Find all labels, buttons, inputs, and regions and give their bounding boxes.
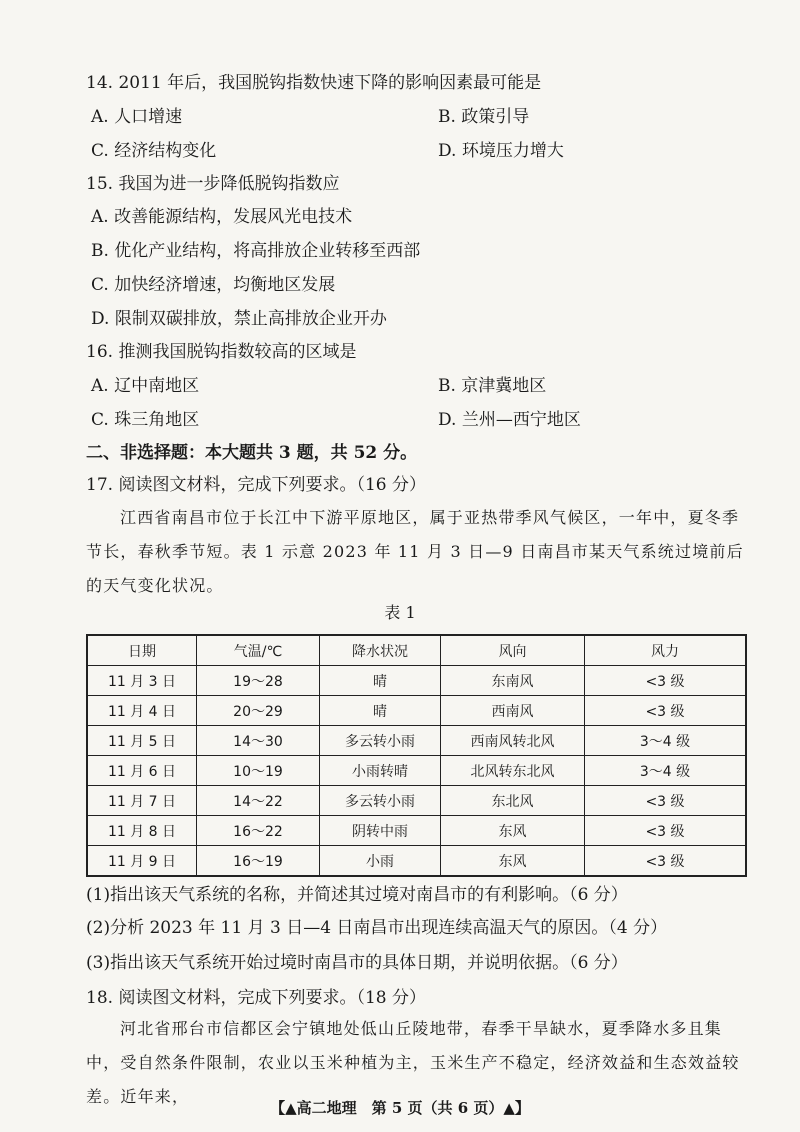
q15-option-d: D. 限制双碳排放，禁止高排放企业开办 — [91, 309, 387, 329]
q18-stem: 18. 阅读图文材料，完成下列要求。（18 分） — [86, 988, 426, 1008]
q14-option-a: A. 人口增速 — [91, 107, 183, 127]
q15-option-c: C. 加快经济增速，均衡地区发展 — [91, 275, 336, 295]
q17-subquestion-1: (1)指出该天气系统的名称，并简述其过境对南昌市的有利影响。（6 分） — [86, 885, 628, 905]
q14-option-b: B. 政策引导 — [438, 107, 530, 127]
cell-temp: 10～19 — [197, 756, 320, 786]
cell-wind-force: <3 级 — [585, 846, 747, 877]
q14-stem: 14. 2011 年后，我国脱钩指数快速下降的影响因素最可能是 — [86, 73, 542, 93]
cell-date: 11 月 6 日 — [87, 756, 197, 786]
cell-precip: 多云转小雨 — [320, 786, 441, 816]
col-header-temp: 气温/℃ — [197, 635, 320, 666]
q16-stem: 16. 推测我国脱钩指数较高的区域是 — [86, 342, 357, 362]
section-heading: 二、非选择题：本大题共 3 题，共 52 分。 — [86, 443, 418, 463]
cell-date: 11 月 9 日 — [87, 846, 197, 877]
cell-precip: 小雨转晴 — [320, 756, 441, 786]
q14-option-c: C. 经济结构变化 — [91, 141, 217, 161]
table-row — [87, 816, 746, 846]
table-row — [87, 666, 746, 696]
q16-option-b: B. 京津冀地区 — [438, 376, 547, 396]
table-row — [87, 696, 746, 726]
cell-wind-force: <3 级 — [585, 696, 747, 726]
table-row — [87, 846, 746, 877]
q17-subquestion-2: (2)分析 2023 年 11 月 3 日—4 日南昌市出现连续高温天气的原因。（4 分） — [86, 918, 668, 938]
q17-stem: 17. 阅读图文材料，完成下列要求。（16 分） — [86, 475, 426, 495]
cell-temp: 14～30 — [197, 726, 320, 756]
col-header-date: 日期 — [87, 635, 197, 666]
cell-precip: 阴转中雨 — [320, 816, 441, 846]
cell-temp: 16～22 — [197, 816, 320, 846]
cell-wind-force: <3 级 — [585, 666, 747, 696]
cell-temp: 20～29 — [197, 696, 320, 726]
cell-temp: 19～28 — [197, 666, 320, 696]
col-header-wind-force: 风力 — [585, 635, 747, 666]
cell-wind-dir: 东风 — [441, 816, 585, 846]
cell-date: 11 月 4 日 — [87, 696, 197, 726]
cell-temp: 14～22 — [197, 786, 320, 816]
table-row — [87, 786, 746, 816]
col-header-precip: 降水状况 — [320, 635, 441, 666]
q15-stem: 15. 我国为进一步降低脱钩指数应 — [86, 174, 340, 194]
q17-subquestion-3: (3)指出该天气系统开始过境时南昌市的具体日期，并说明依据。（6 分） — [86, 953, 628, 973]
table-row — [87, 726, 746, 756]
cell-date: 11 月 7 日 — [87, 786, 197, 816]
cell-wind-dir: 东风 — [441, 846, 585, 877]
cell-wind-force: 3～4 级 — [585, 756, 747, 786]
table-row — [87, 756, 746, 786]
table-title: 表 1 — [384, 603, 416, 622]
q14-option-d: D. 环境压力增大 — [438, 141, 564, 161]
page-footer: 【▲高二地理 第 5 页（共 6 页）▲】 — [270, 1099, 530, 1117]
q16-option-a: A. 辽中南地区 — [91, 376, 200, 396]
cell-date: 11 月 3 日 — [87, 666, 197, 696]
cell-precip: 晴 — [320, 666, 441, 696]
q15-option-b: B. 优化产业结构，将高排放企业转移至西部 — [91, 241, 421, 261]
q15-option-a: A. 改善能源结构，发展风光电技术 — [91, 207, 353, 227]
cell-wind-dir: 东北风 — [441, 786, 585, 816]
cell-date: 11 月 5 日 — [87, 726, 197, 756]
cell-wind-force: 3～4 级 — [585, 726, 747, 756]
q18-paragraph: 河北省邢台市信都区会宁镇地处低山丘陵地带，春季干旱缺水，夏季降水多且集中，受自然条件限制，农业以玉米种植为主，玉米生产不稳定，经济效益和生态效益较差。近年来， — [86, 1019, 740, 1106]
cell-precip: 晴 — [320, 696, 441, 726]
col-header-wind-dir: 风向 — [441, 635, 585, 666]
cell-precip: 小雨 — [320, 846, 441, 877]
q16-option-c: C. 珠三角地区 — [91, 410, 200, 430]
table-header-row — [87, 635, 746, 666]
cell-wind-dir: 西南风 — [441, 696, 585, 726]
cell-wind-dir: 西南风转北风 — [441, 726, 585, 756]
cell-date: 11 月 8 日 — [87, 816, 197, 846]
cell-wind-dir: 东南风 — [441, 666, 585, 696]
cell-temp: 16～19 — [197, 846, 320, 877]
q17-paragraph: 江西省南昌市位于长江中下游平原地区，属于亚热带季风气候区，一年中，夏冬季节长，春秋季节短。表 1 示意 2023 年 11 月 3 日—9 日南昌市某天气系统过境前后的天气变化状况。 — [86, 508, 744, 595]
cell-precip: 多云转小雨 — [320, 726, 441, 756]
cell-wind-dir: 北风转东北风 — [441, 756, 585, 786]
cell-wind-force: <3 级 — [585, 786, 747, 816]
weather-table — [86, 634, 747, 877]
cell-wind-force: <3 级 — [585, 816, 747, 846]
q16-option-d: D. 兰州—西宁地区 — [438, 410, 581, 430]
